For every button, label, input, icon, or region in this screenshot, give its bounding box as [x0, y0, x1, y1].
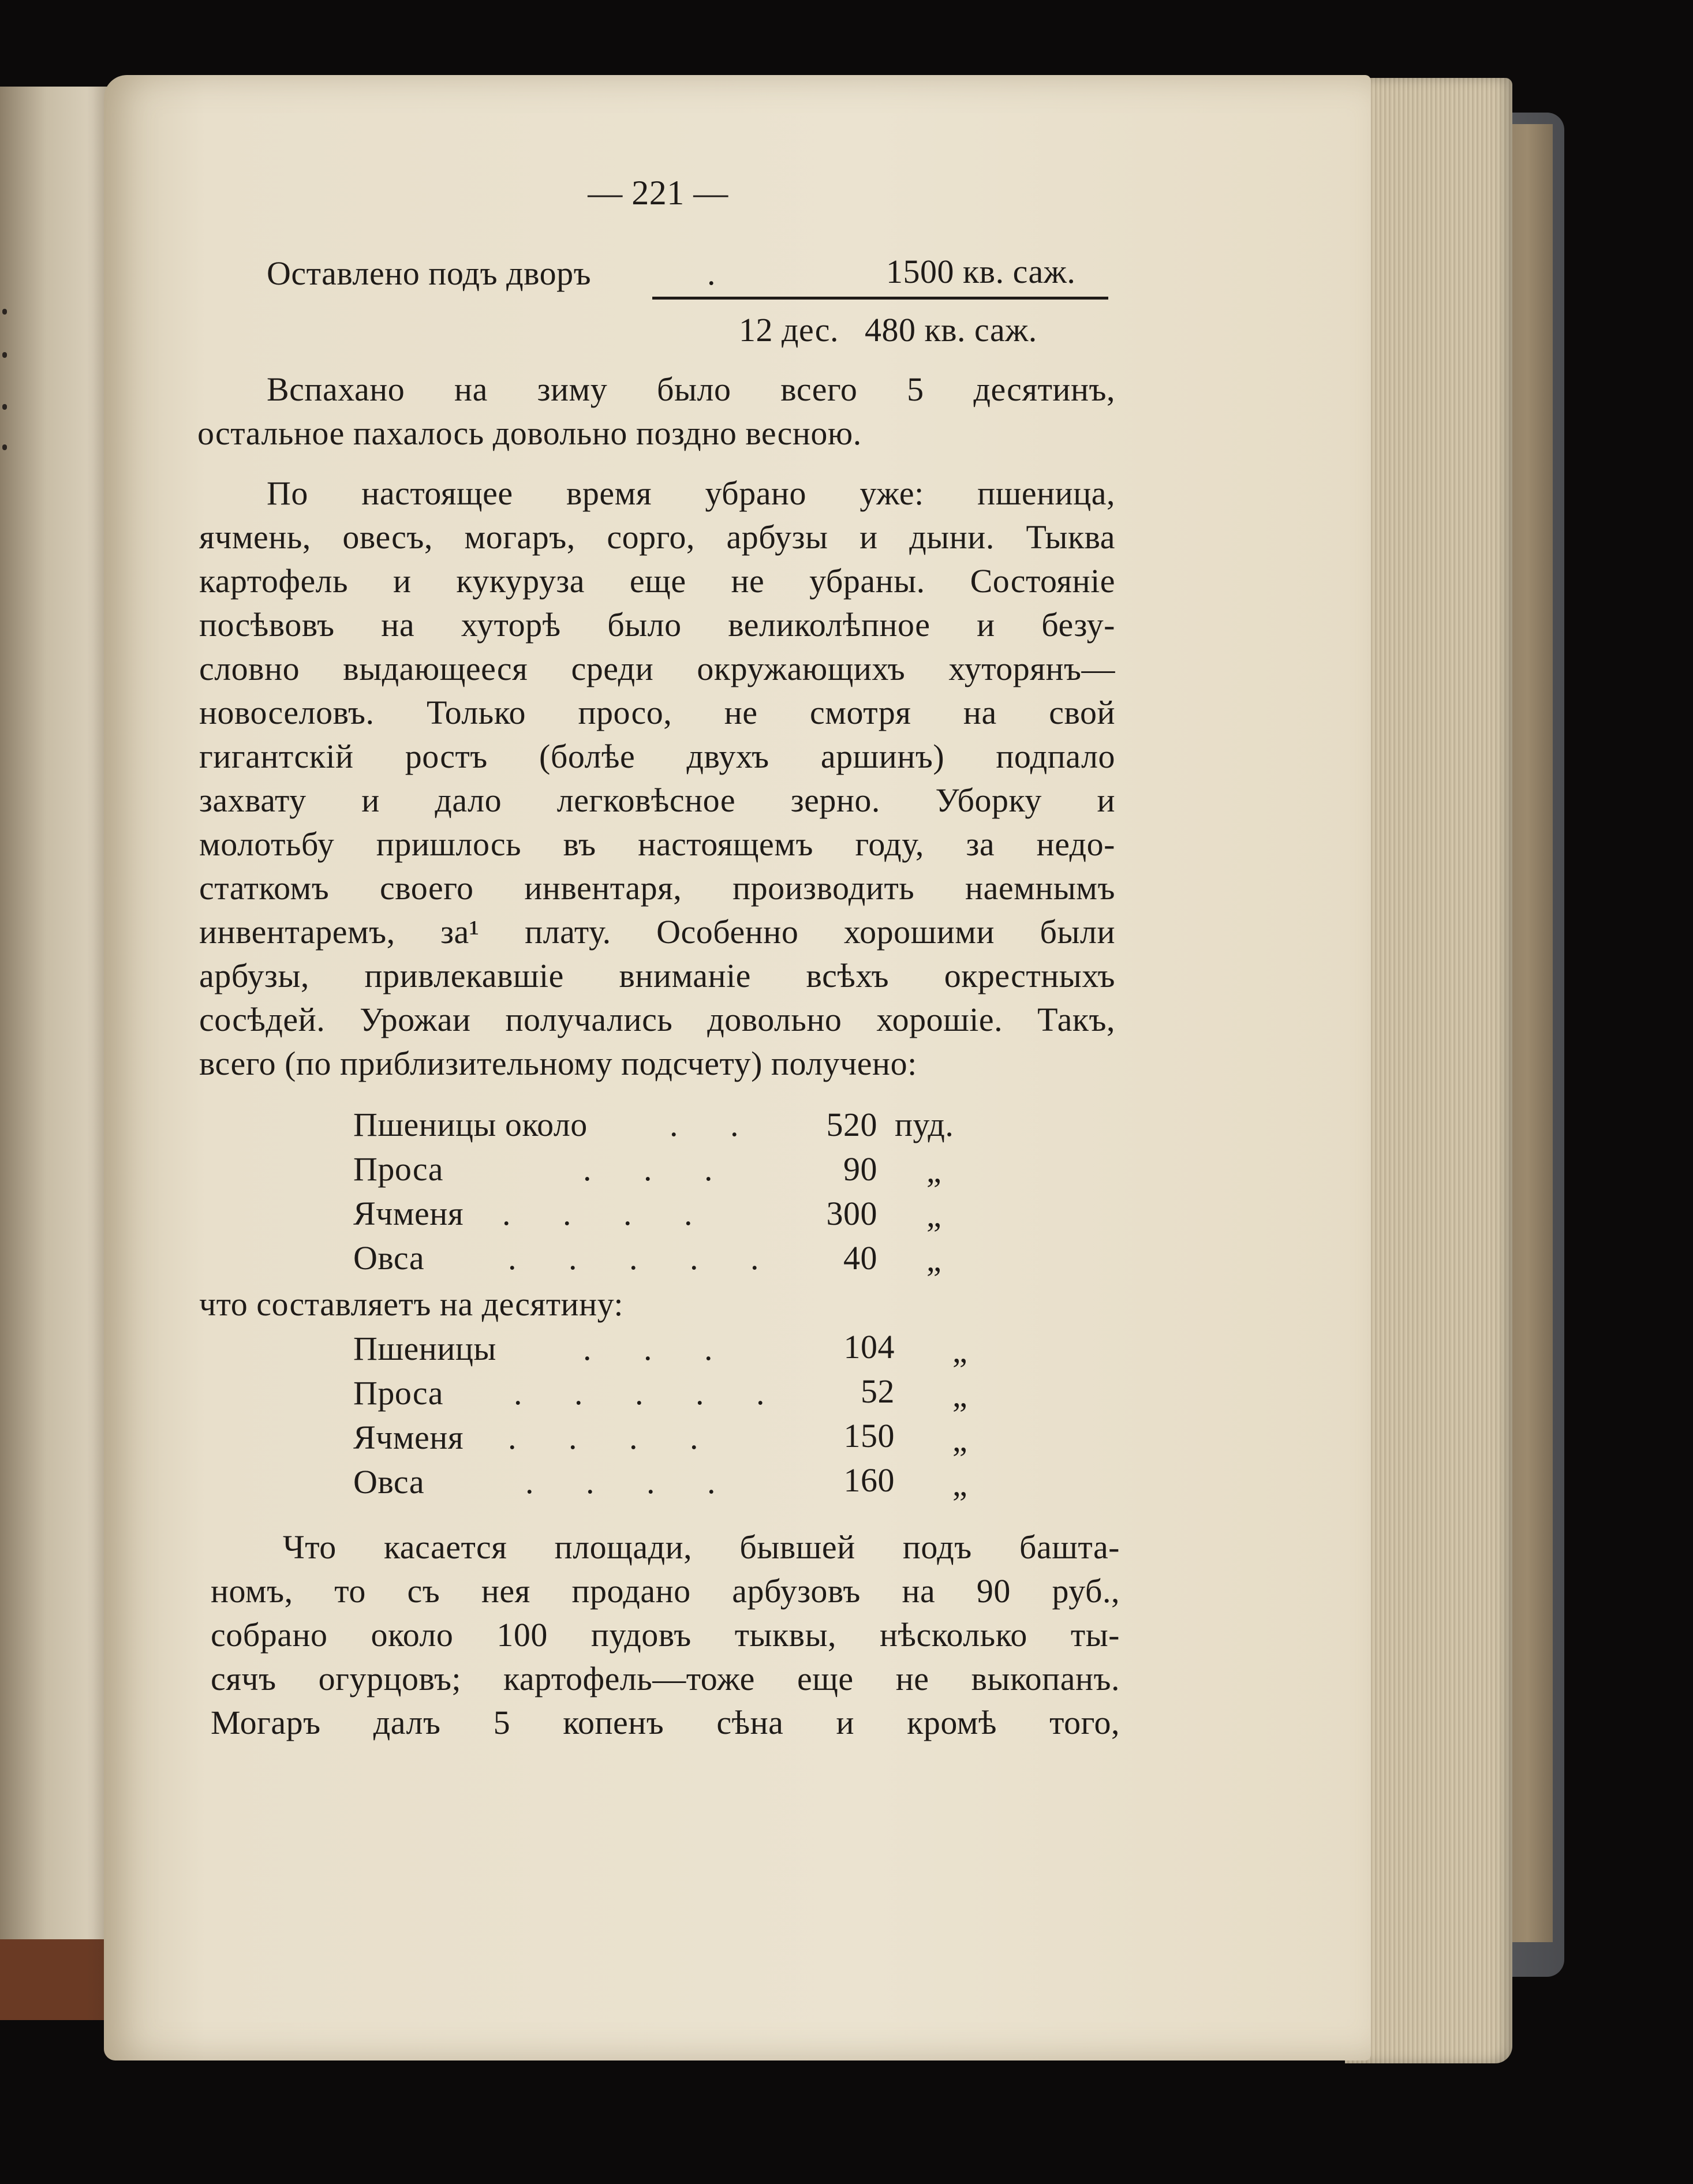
- paragraph3-line: номъ, то съ нея продано арбузовъ на 90 руб.,: [211, 1572, 1120, 1610]
- harvest-crop: Овса: [353, 1239, 425, 1277]
- harvest-dots: . .: [670, 1106, 739, 1143]
- yield-dots: . . . .: [525, 1463, 716, 1501]
- harvest-dots: . . . .: [502, 1195, 693, 1232]
- yield-unit: „: [952, 1332, 968, 1370]
- paragraph3-line: Что касается площади, бывшей подъ башта-: [283, 1528, 1120, 1566]
- paragraph3-line: Могаръ далъ 5 копенъ сѣна и кромѣ того,: [211, 1704, 1120, 1741]
- harvest-crop: Пшеницы около: [353, 1106, 588, 1143]
- paragraph2-line: ячмень, овесъ, могаръ, сорго, арбузы и дыни. Тыква: [199, 518, 1115, 556]
- paragraph3-line: сячъ огурцовъ; картофель—тоже еще не выкопанъ.: [211, 1660, 1120, 1697]
- yield-crop: Ячменя: [353, 1419, 464, 1456]
- harvest-crop: Проса: [353, 1150, 444, 1188]
- harvest-crop: Ячменя: [353, 1195, 464, 1232]
- harvest-dots: . . . . .: [508, 1239, 759, 1277]
- yard-value: 1500 кв. саж.: [886, 253, 1076, 290]
- yield-crop: Проса: [353, 1374, 444, 1412]
- paragraph3-line: собрано около 100 пудовъ тыквы, нѣсколько ты-: [211, 1616, 1120, 1654]
- harvest-value: 90: [843, 1150, 877, 1188]
- yield-dots: . . . .: [508, 1419, 698, 1456]
- paragraph2-line: картофель и кукуруза еще не убраны. Состоянiе: [199, 562, 1115, 600]
- paragraph2-line: арбузы, привлекавшiе вниманiе всѣхъ окрестныхъ: [199, 957, 1115, 994]
- yield-unit: „: [952, 1377, 968, 1414]
- yield-unit: „: [952, 1421, 968, 1459]
- yield-unit: „: [952, 1465, 968, 1503]
- yield-dots: . . .: [583, 1330, 713, 1367]
- paragraph2-line: статкомъ своего инвентаря, производить наемнымъ: [199, 869, 1115, 907]
- yield-value: 160: [843, 1461, 895, 1499]
- paragraph2-line: всего (по приблизительному подсчету) получено:: [199, 1045, 917, 1082]
- paragraph2-line: По настоящее время убрано уже: пшеница,: [267, 474, 1115, 512]
- yard-dot: .: [707, 255, 716, 292]
- harvest-unit: „: [926, 1196, 942, 1234]
- yield-value: 104: [843, 1328, 895, 1366]
- paragraph1-line: остальное пахалось довольно поздно весною.: [197, 414, 862, 452]
- per-desyatina-label: что составляетъ на десятину:: [199, 1285, 623, 1323]
- paragraph2-line: новоселовъ. Только просо, не смотря на свой: [199, 694, 1115, 731]
- paragraph1-line: Вспахано на зиму было всего 5 десятинъ,: [267, 371, 1115, 408]
- harvest-value: 40: [843, 1239, 877, 1277]
- paragraph2-line: посѣвовъ на хуторѣ было великолѣпное и безу-: [199, 606, 1115, 644]
- paragraph2-line: захвату и дало легковѣсное зерно. Уборку и: [199, 781, 1115, 819]
- paragraph2-line: сосѣдей. Урожаи получались довольно хорошiе. Такъ,: [199, 1001, 1115, 1038]
- harvest-dots: . . .: [583, 1150, 713, 1188]
- sum-rule: [652, 297, 1108, 300]
- paragraph2-line: словно выдающееся среди окружающихъ хуторянъ—: [199, 650, 1115, 687]
- harvest-unit: пуд.: [895, 1106, 954, 1143]
- harvest-value: 520: [826, 1106, 877, 1143]
- page-number: — 221 —: [588, 174, 728, 212]
- paragraph2-line: гигантскiй ростъ (болѣе двухъ аршинъ) подпало: [199, 738, 1115, 775]
- harvest-value: 300: [826, 1195, 877, 1232]
- total-value: 12 дес. 480 кв. саж.: [739, 311, 1037, 349]
- yard-label: Оставлено подъ дворъ: [267, 255, 592, 292]
- paragraph2-line: инвентаремъ, за¹ плату. Особенно хорошими были: [199, 913, 1115, 951]
- yield-dots: . . . . .: [514, 1374, 765, 1412]
- yield-crop: Пшеницы: [353, 1330, 496, 1367]
- yield-value: 150: [843, 1417, 895, 1454]
- harvest-unit: „: [926, 1241, 942, 1278]
- harvest-unit: „: [926, 1152, 942, 1190]
- paragraph2-line: молотьбу пришлось въ настоящемъ году, за недо-: [199, 825, 1115, 863]
- yield-value: 52: [861, 1373, 895, 1410]
- yield-crop: Овса: [353, 1463, 425, 1501]
